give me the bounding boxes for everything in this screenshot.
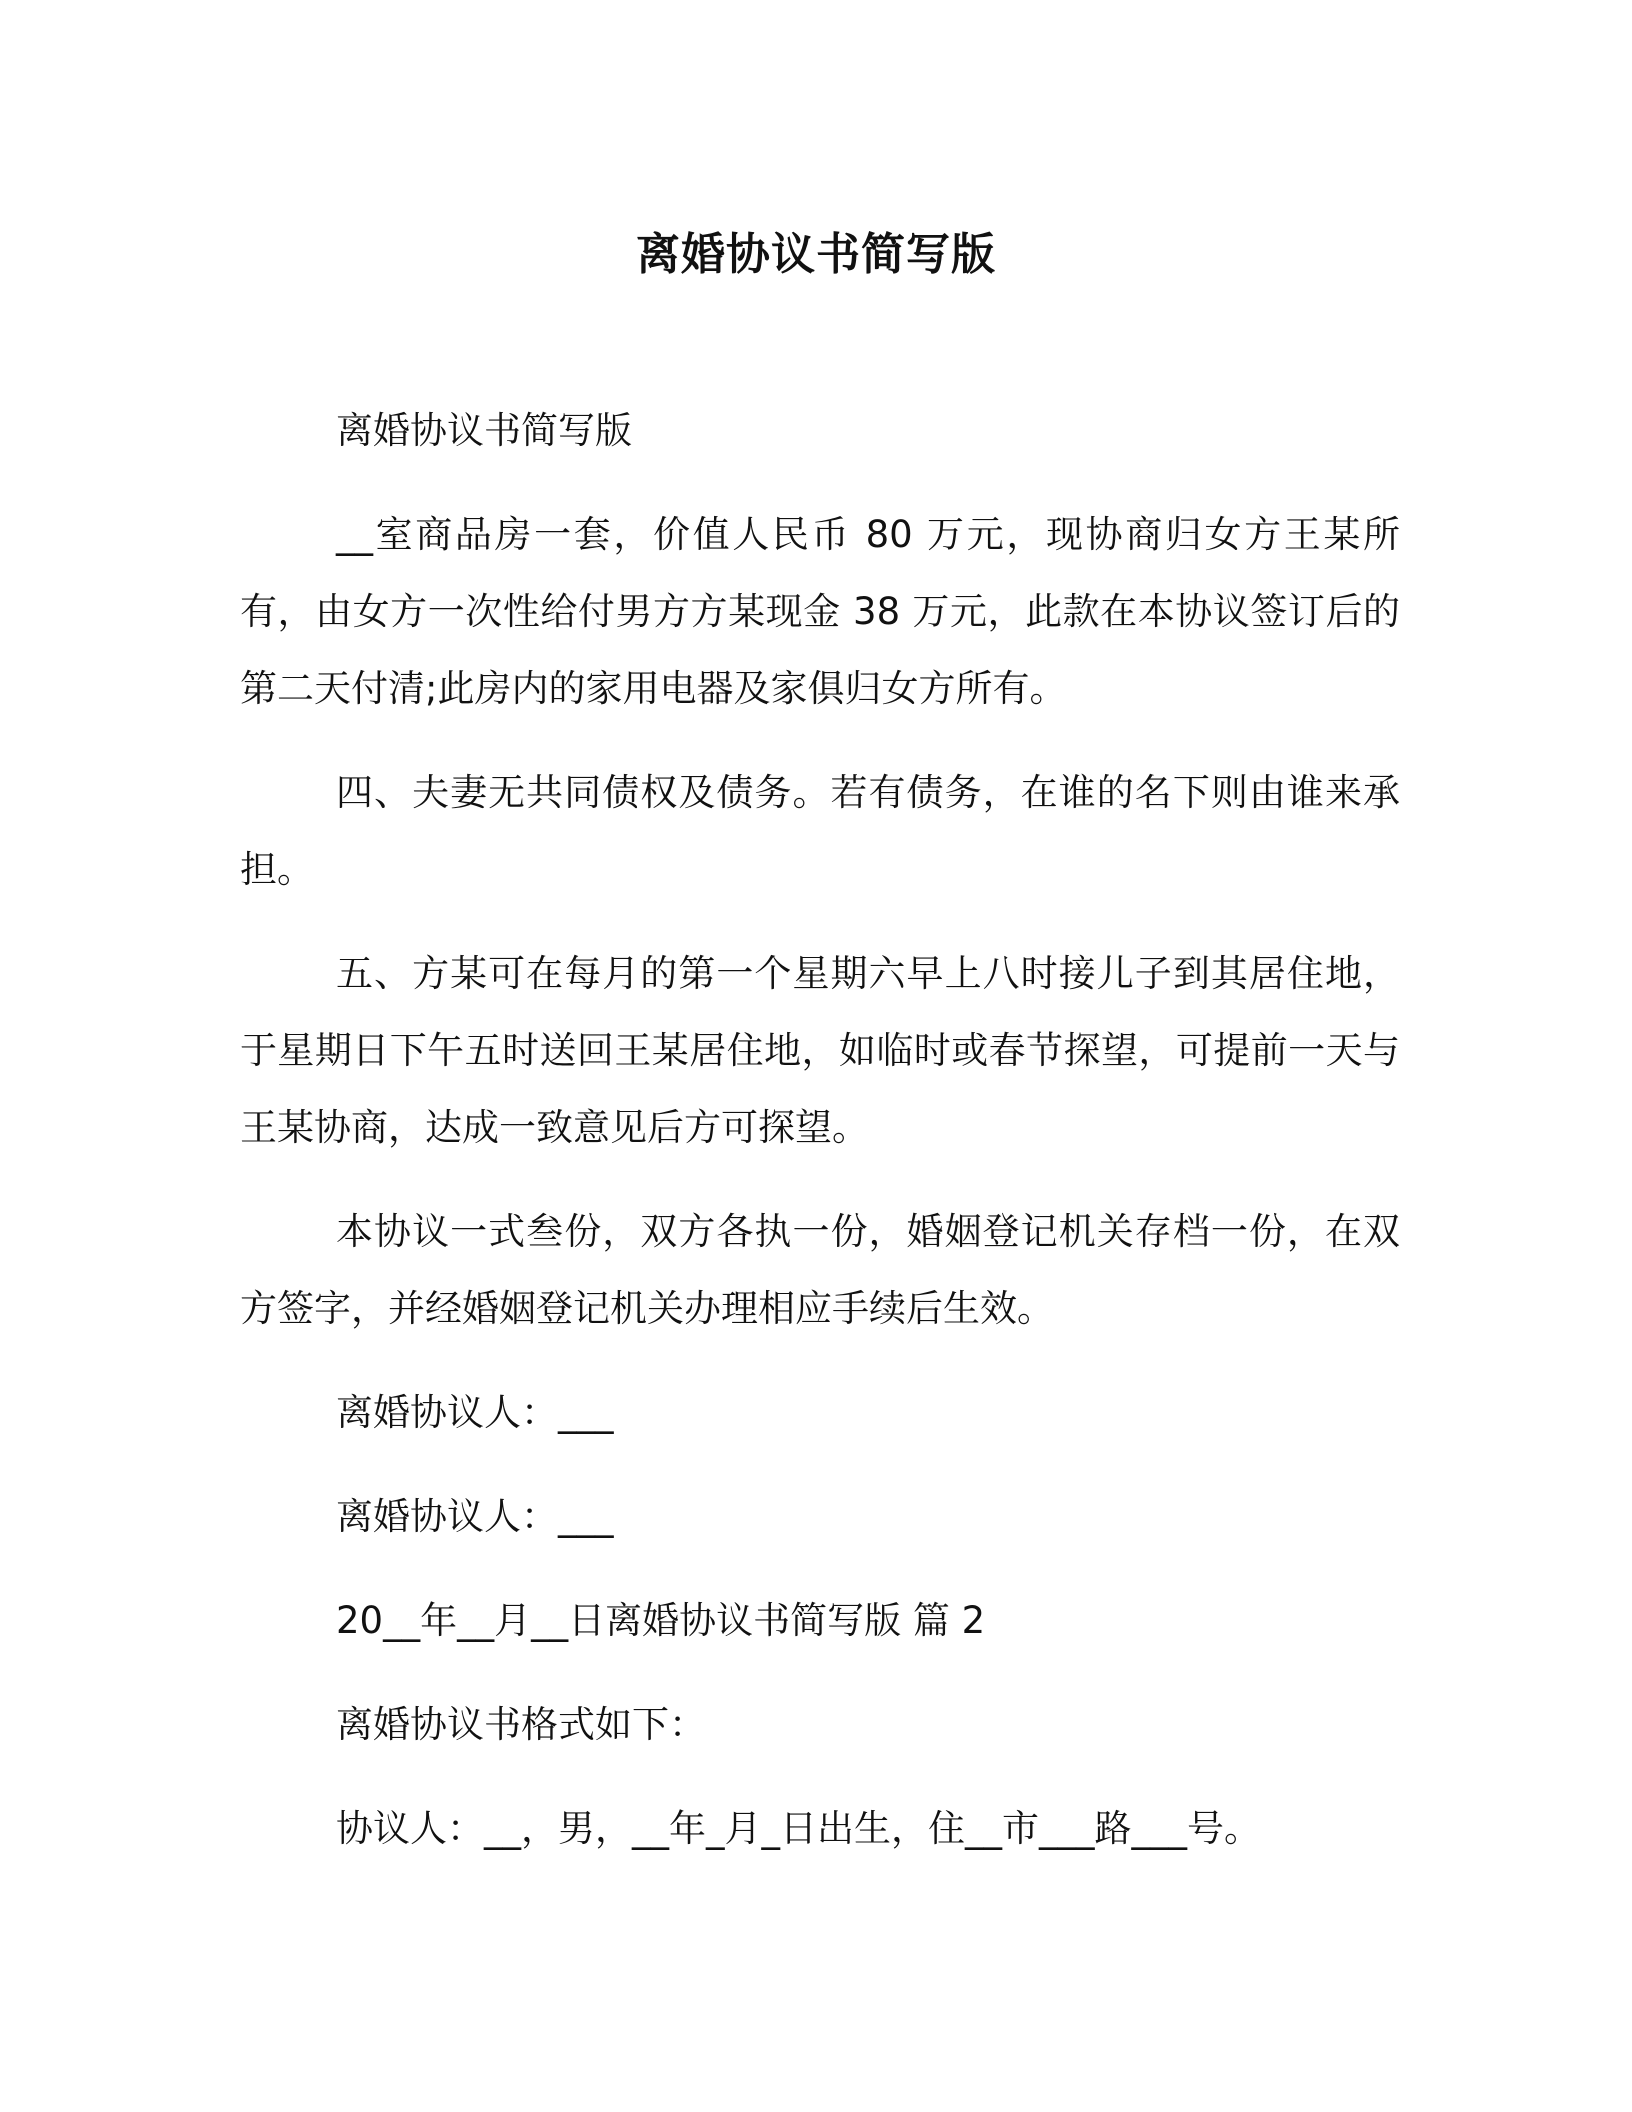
subtitle-paragraph: 离婚协议书简写版 xyxy=(336,409,632,452)
format-intro-paragraph: 离婚协议书格式如下： xyxy=(336,1703,706,1746)
date-and-section-heading: 20__年__月__日离婚协议书简写版 篇 2 xyxy=(336,1599,986,1642)
document-title: 离婚协议书简写版 xyxy=(636,229,996,280)
party-info-paragraph: 协议人：__，男，__年_月_日出生，住__市___路___号。 xyxy=(336,1807,1261,1850)
debt-clause-paragraph: 四、夫妻无共同债权及债务。若有债务，在谁的名下则由谁来承担。 xyxy=(240,771,1400,891)
property-clause-paragraph: __室商品房一套，价值人民币 80 万元，现协商归女方王某所有，由女方一次性给付男方方某现金 38 万元，此款在本协议签订后的第二天付清;此房内的家用电器及家俱归女方所有。 xyxy=(240,513,1400,710)
document-body xyxy=(240,392,1400,1894)
signatory-line-2: 离婚协议人：___ xyxy=(336,1495,614,1538)
copies-clause-paragraph: 本协议一式叁份，双方各执一份，婚姻登记机关存档一份，在双方签字，并经婚姻登记机关办理相应手续后生效。 xyxy=(240,1210,1400,1330)
visitation-clause-paragraph: 五、方某可在每月的第一个星期六早上八时接儿子到其居住地，于星期日下午五时送回王某居住地，如临时或春节探望，可提前一天与王某协商，达成一致意见后方可探望。 xyxy=(240,952,1400,1149)
signatory-line-1: 离婚协议人：___ xyxy=(336,1391,614,1434)
